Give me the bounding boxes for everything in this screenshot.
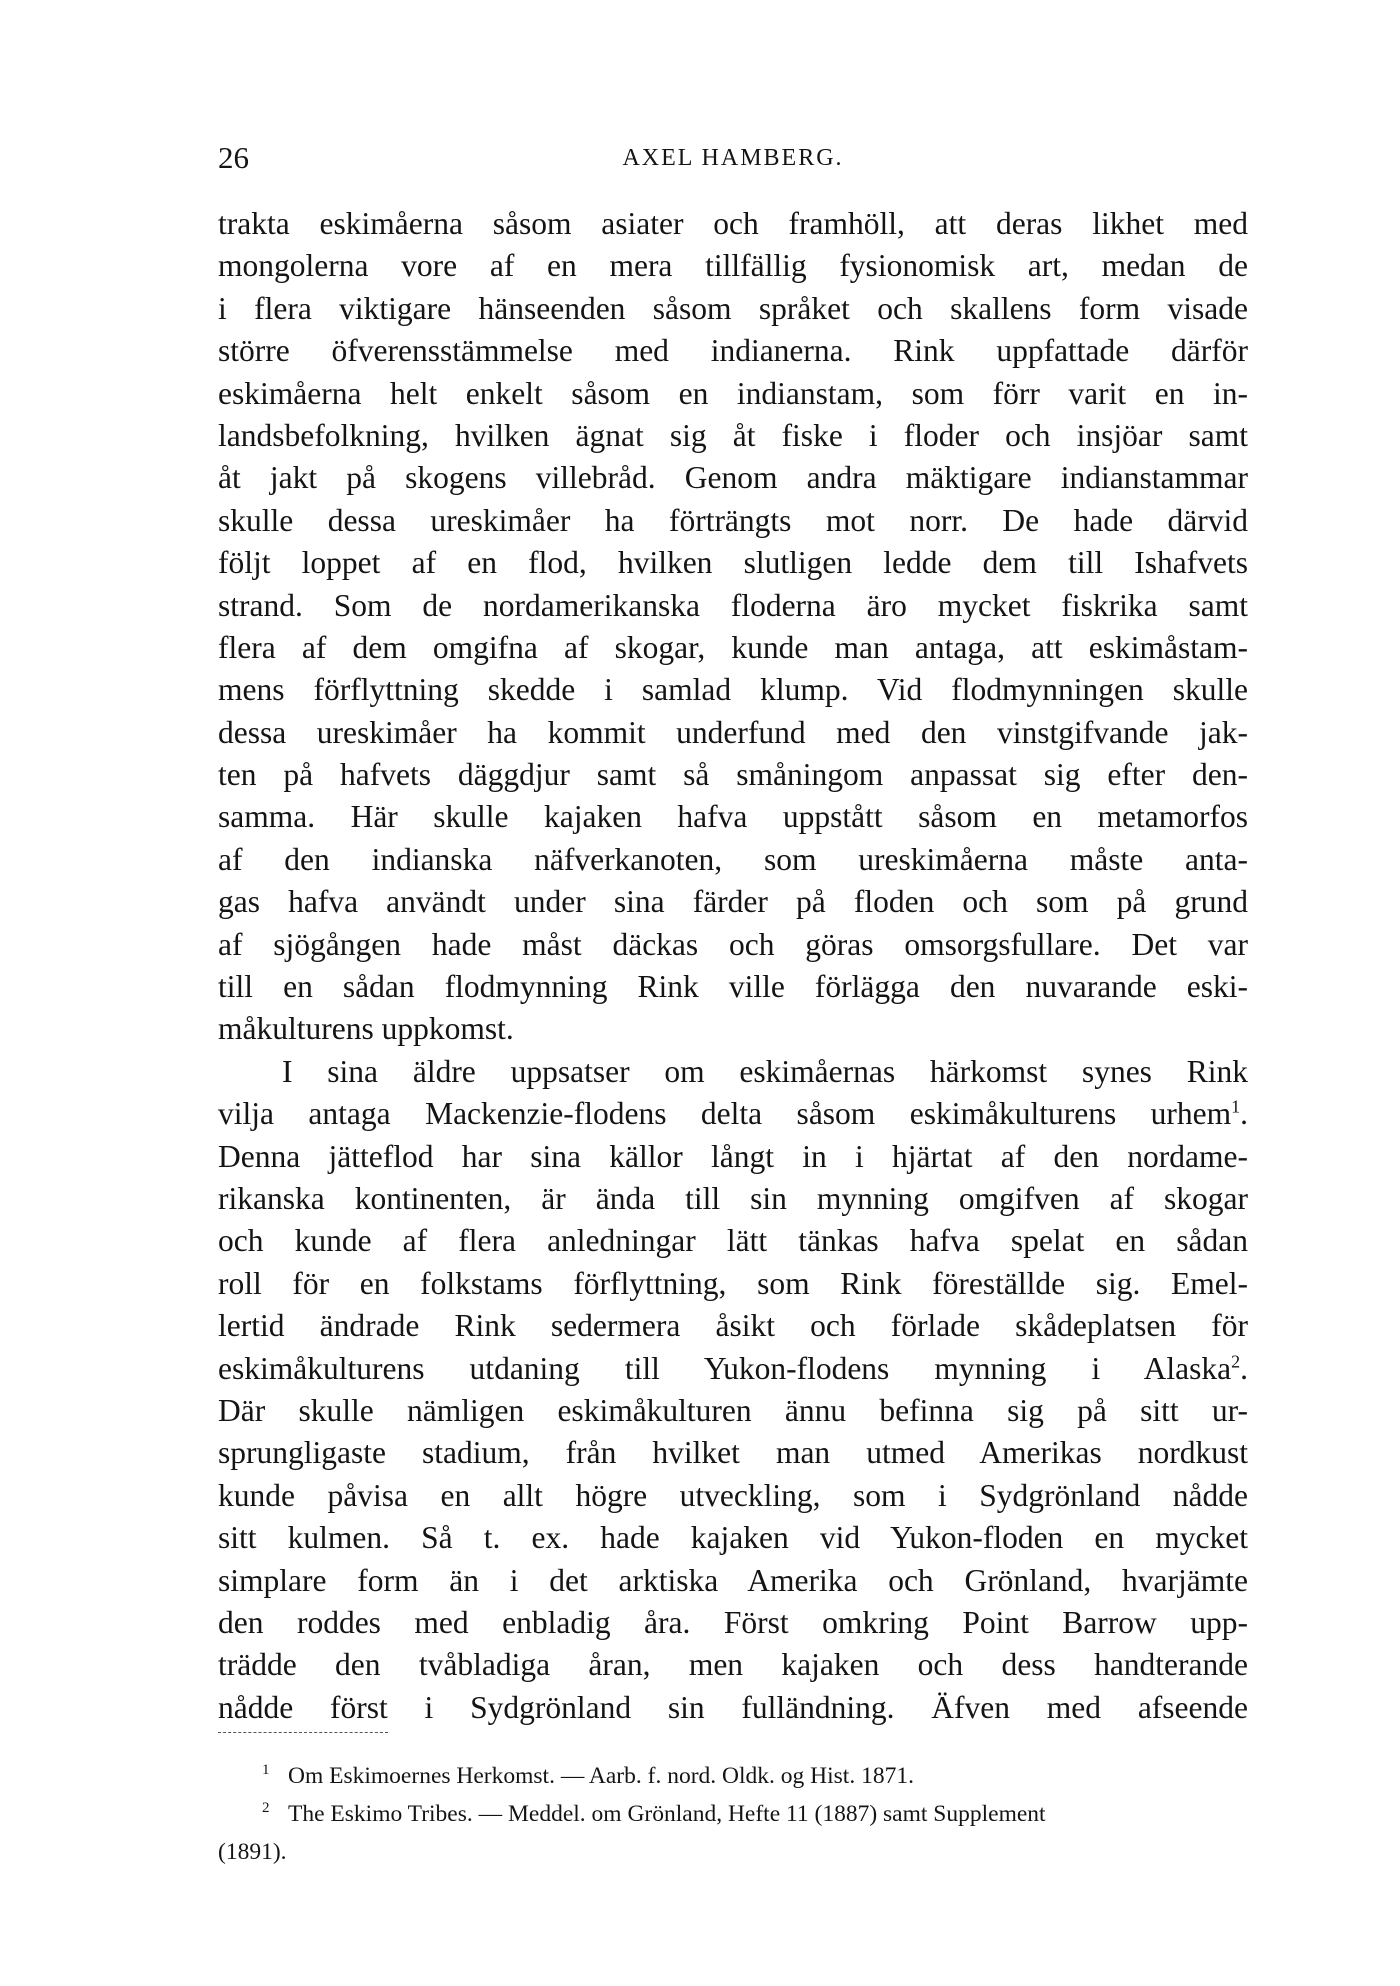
text-line: Där skulle nämligen eskimåkulturen ännu befinna sig på sitt ur-	[218, 1392, 1248, 1428]
footnote-2: 2 The Eskimo Tribes. — Meddel. om Grönland, Hefte 11 (1887) samt Supplement	[262, 1800, 1046, 1827]
text-line: skulle dessa ureskimåer ha förträngts mot norr. De hade därvid	[218, 502, 1248, 538]
text-line: större öfverensstämmelse med indianerna. Rink uppfattade därför	[218, 333, 1248, 369]
text-line: lertid ändrade Rink sedermera åsikt och förlade skådeplatsen för	[218, 1308, 1248, 1344]
text-fragment: .	[1240, 1350, 1248, 1386]
text-line: den roddes med enbladig åra. Först omkring Point Barrow upp-	[218, 1604, 1248, 1640]
text-line: af den indianska näfverkanoten, som ureskimåerna måste anta-	[218, 841, 1248, 877]
footnote-divider	[218, 1732, 388, 1733]
text-line: mongolerna vore af en mera tillfällig fysionomisk art, medan de	[218, 248, 1248, 284]
text-line-with-ref	[218, 1348, 1248, 1390]
text-line: rikanska kontinenten, är ända till sin mynning omgifven af skogar	[218, 1180, 1248, 1216]
text-line-with-ref	[218, 1093, 1248, 1135]
footnote-ref: 1	[1231, 1096, 1241, 1117]
text-line: roll för en folkstams förflyttning, som Rink föreställde sig. Emel-	[218, 1265, 1248, 1301]
text-line: simplare form än i det arktiska Amerika och Grönland, hvarjämte	[218, 1562, 1248, 1598]
running-title: AXEL HAMBERG.	[622, 145, 844, 171]
text-line: af sjögången hade måst däckas och göras omsorgsfullare. Det var	[218, 926, 1248, 962]
text-line: ten på hafvets däggdjur samt så småningom anpassat sig efter den-	[218, 757, 1248, 793]
text-fragment: eskimåkulturens utdaning till Yukon-flodens mynning i Alaska	[218, 1350, 1232, 1386]
text-line: kunde påvisa en allt högre utveckling, som i Sydgrönland nådde	[218, 1477, 1248, 1513]
body-text	[218, 203, 1248, 1729]
text-line: i flera viktigare hänseenden såsom språket och skallens form visade	[218, 290, 1248, 326]
text-fragment: vilja antaga Mackenzie-flodens delta såsom eskimåkulturens urhem	[218, 1096, 1232, 1132]
text-line: strand. Som de nordamerikanska floderna äro mycket fiskrika samt	[218, 587, 1248, 623]
text-line: gas hafva användt under sina färder på floden och som på grund	[218, 884, 1248, 920]
text-line: landsbefolkning, hvilken ägnat sig åt fiske i floder och insjöar samt	[218, 417, 1248, 453]
text-line: eskimåerna helt enkelt såsom en indianstam, som förr varit en in-	[218, 375, 1248, 411]
footnote-text: Om Eskimoernes Herkomst. — Aarb. f. nord. Oldk. og Hist. 1871.	[288, 1763, 914, 1789]
footnote-2-continuation: (1891).	[218, 1839, 287, 1865]
text-line: och kunde af flera anledningar lätt tänkas hafva spelat en sådan	[218, 1223, 1248, 1259]
text-line: flera af dem omgifna af skogar, kunde man antaga, att eskimåstam-	[218, 629, 1248, 665]
text-line: åt jakt på skogens villebråd. Genom andra mäktigare indianstammar	[218, 460, 1248, 496]
text-line: måkulturens uppkomst.	[218, 1011, 514, 1047]
footnote-ref: 2	[1231, 1351, 1241, 1372]
text-fragment: .	[1240, 1096, 1248, 1132]
text-line: samma. Här skulle kajaken hafva uppstått såsom en metamorfos	[218, 799, 1248, 835]
text-line: sprungligaste stadium, från hvilket man utmed Amerikas nordkust	[218, 1435, 1248, 1471]
text-line: trädde den tvåbladiga åran, men kajaken och dess handterande	[218, 1647, 1248, 1683]
text-line: trakta eskimåerna såsom asiater och framhöll, att deras likhet med	[218, 206, 1248, 241]
running-head	[218, 140, 1248, 180]
text-line: I sina äldre uppsatser om eskimåernas härkomst synes Rink	[282, 1053, 1248, 1089]
footnote-1: 1 Om Eskimoernes Herkomst. — Aarb. f. nord. Oldk. og Hist. 1871.	[262, 1762, 914, 1789]
footnotes	[218, 1757, 1248, 1871]
footnote-text: The Eskimo Tribes. — Meddel. om Grönland, Hefte 11 (1887) samt Supplement	[288, 1801, 1046, 1827]
text-line: följt loppet af en flod, hvilken slutligen ledde dem till Ishafvets	[218, 545, 1248, 581]
text-line: sitt kulmen. Så t. ex. hade kajaken vid Yukon-floden en mycket	[218, 1520, 1248, 1556]
page-number: 26	[218, 140, 249, 175]
text-line: mens förflyttning skedde i samlad klump. Vid flodmynningen skulle	[218, 672, 1248, 708]
text-line: nådde först i Sydgrönland sin fulländning. Äfven med afseende	[218, 1689, 1248, 1725]
text-line: Denna jätteflod har sina källor långt in i hjärtat af den nordame-	[218, 1138, 1248, 1174]
text-line: dessa ureskimåer ha kommit underfund med den vinstgifvande jak-	[218, 714, 1248, 750]
text-line: till en sådan flodmynning Rink ville förlägga den nuvarande eski-	[218, 969, 1248, 1005]
